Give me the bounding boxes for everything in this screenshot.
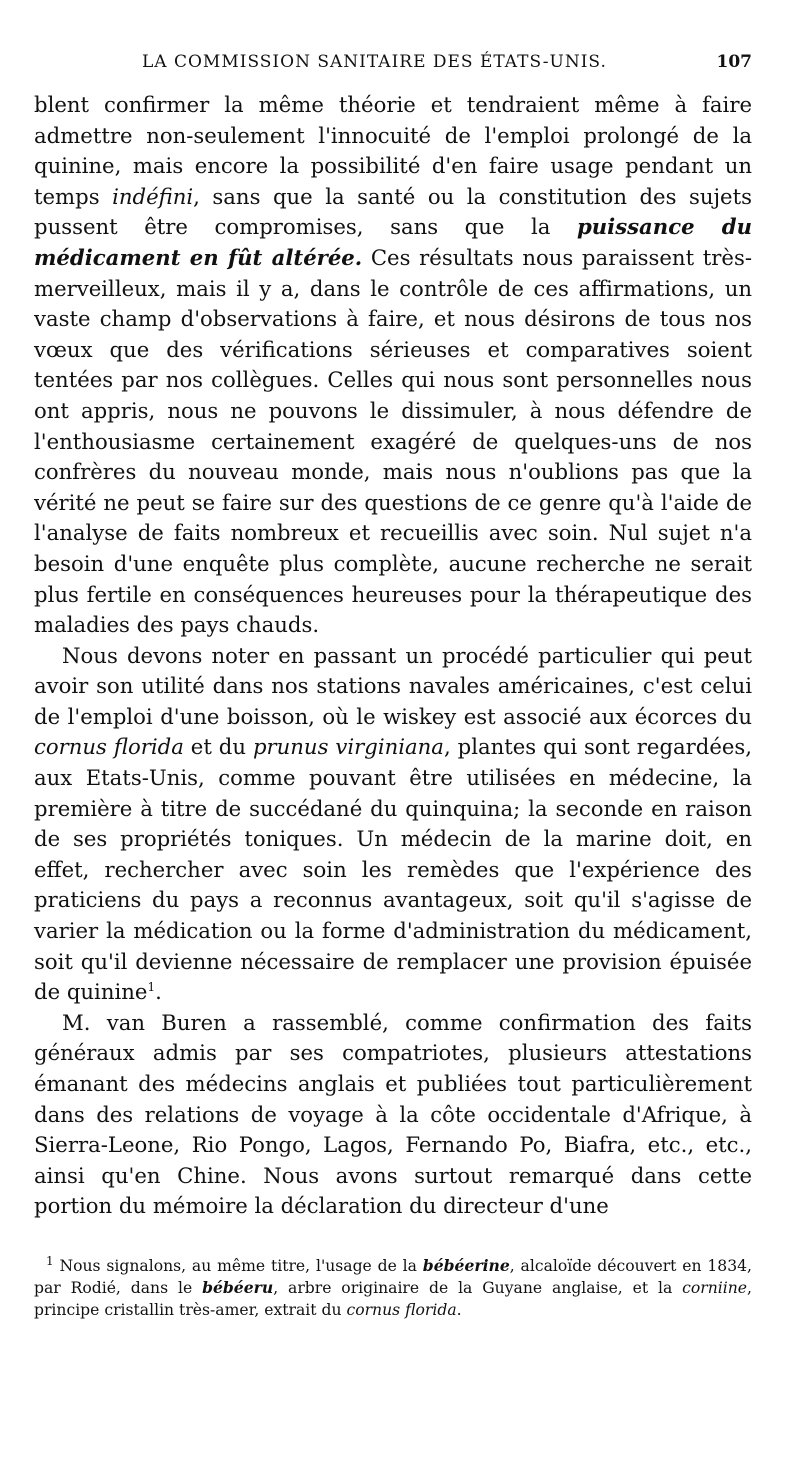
footnote-italic-1: bébéerine xyxy=(422,1255,510,1275)
paragraph-3 xyxy=(34,1008,752,1222)
para1-text-1: blent confirmer la même théorie et tendraient même à faire admettre non-seulement l'innocuité de l'emploi prolongé de la quinine, mais encore la possibilité d'en faire usage pendant un temps xyxy=(34,92,752,209)
paragraph-2 xyxy=(34,641,752,1008)
footnote-italic-3: corniine xyxy=(682,1278,748,1297)
para2-italic-1: cornus florida xyxy=(34,734,184,760)
para2-italic-2: prunus virginiana xyxy=(252,734,444,760)
para1-italic-2: puissance du médicament en fût altérée. xyxy=(34,214,752,270)
para1-italic-1: indéfini xyxy=(112,183,194,209)
footnote-separator xyxy=(34,1222,752,1239)
para1-text-2: , sans que la santé ou la constitution des sujets pussent être compromises, sans que la xyxy=(34,183,752,240)
para1-text-3: Ces résultats nous paraissent très-merveilleux, mais il y a, dans le contrôle de ces affirmations, un vaste champ d'observations à faire, et nous désirons de tous nos vœux que des vérifications sérieuses et comparatives soient tentées par nos collègues. Celles qui nous sont personnelles nous ont appris, nous ne pouvons le dissimuler, à nous défendre de l'enthousiasme certainement exagéré de quelques-uns de nos confrères du nouveau monde, mais nous n'oublions pas que la vérité ne peut se faire sur des questions de ce genre qu'à l'aide de l'analyse de faits nombreux et recueillis avec soin. Nul sujet n'a besoin d'une enquête plus complète, aucune recherche ne serait plus fertile en conséquences heureuses pour la thérapeutique des maladies des pays chauds. xyxy=(34,244,752,638)
para2-text-4: . xyxy=(155,979,162,1005)
book-page xyxy=(34,52,752,1336)
footnote-text-5: . xyxy=(456,1300,462,1319)
footnote-italic-4: cornus florida xyxy=(346,1300,457,1319)
footnote-text-3: , arbre originaire de la Guyane anglaise, et la xyxy=(273,1278,683,1297)
para2-text-1: Nous devons noter en passant un procédé particulier qui peut avoir son utilité dans nos stations navales américaines, c'est celui de l'emploi d'une boisson, où le wiskey est associé aux écorces du xyxy=(34,642,752,729)
footnote-text-2: , alcaloïde découvert en 1834, par Rodié, dans le xyxy=(34,1256,753,1297)
paragraph-1 xyxy=(34,90,752,641)
running-title: LA COMMISSION SANITAIRE DES ÉTATS-UNIS. xyxy=(142,52,607,72)
main-text xyxy=(34,90,752,1222)
footnote-italic-2: bébéeru xyxy=(202,1277,274,1297)
page-number: 107 xyxy=(716,52,752,72)
para3-text: M. van Buren a rassemblé, comme confirmation des faits généraux admis par ses compatriotes, plusieurs attestations émanant des médecins anglais et publiées tout particulièrement dans des relations de voyage à la côte occidentale d'Afrique, à Sierra-Leone, Rio Pongo, Lagos, Fernando Po, Biafra, etc., etc., ainsi qu'en Chine. Nous avons surtout remarqué dans cette portion du mémoire la déclaration du directeur d'une xyxy=(34,1009,752,1219)
footnote-text-1: Nous signalons, au même titre, l'usage de la xyxy=(53,1256,423,1275)
para2-text-3: , plantes qui sont regardées, aux Etats-Unis, comme pouvant être utilisées en médecine, la première à titre de succédané du quinquina; la seconde en raison de ses propriétés toniques. Un médecin de la marine doit, en effet, rechercher avec soin les remèdes que l'expérience des praticiens du pays a reconnus avantageux, soit qu'il s'agisse de varier la médication ou la forme d'administration du médicament, soit qu'il devienne nécessaire de remplacer une provision épuisée de quinine xyxy=(34,734,753,1005)
footnote-reference: 1 xyxy=(147,980,156,995)
footnote-mark: 1 xyxy=(46,1253,54,1268)
footnote-text-4: , principe cristallin très-amer, extrait du xyxy=(34,1278,752,1319)
running-header xyxy=(34,52,752,90)
para2-text-2: et du xyxy=(183,734,253,760)
footnote xyxy=(34,1255,752,1321)
